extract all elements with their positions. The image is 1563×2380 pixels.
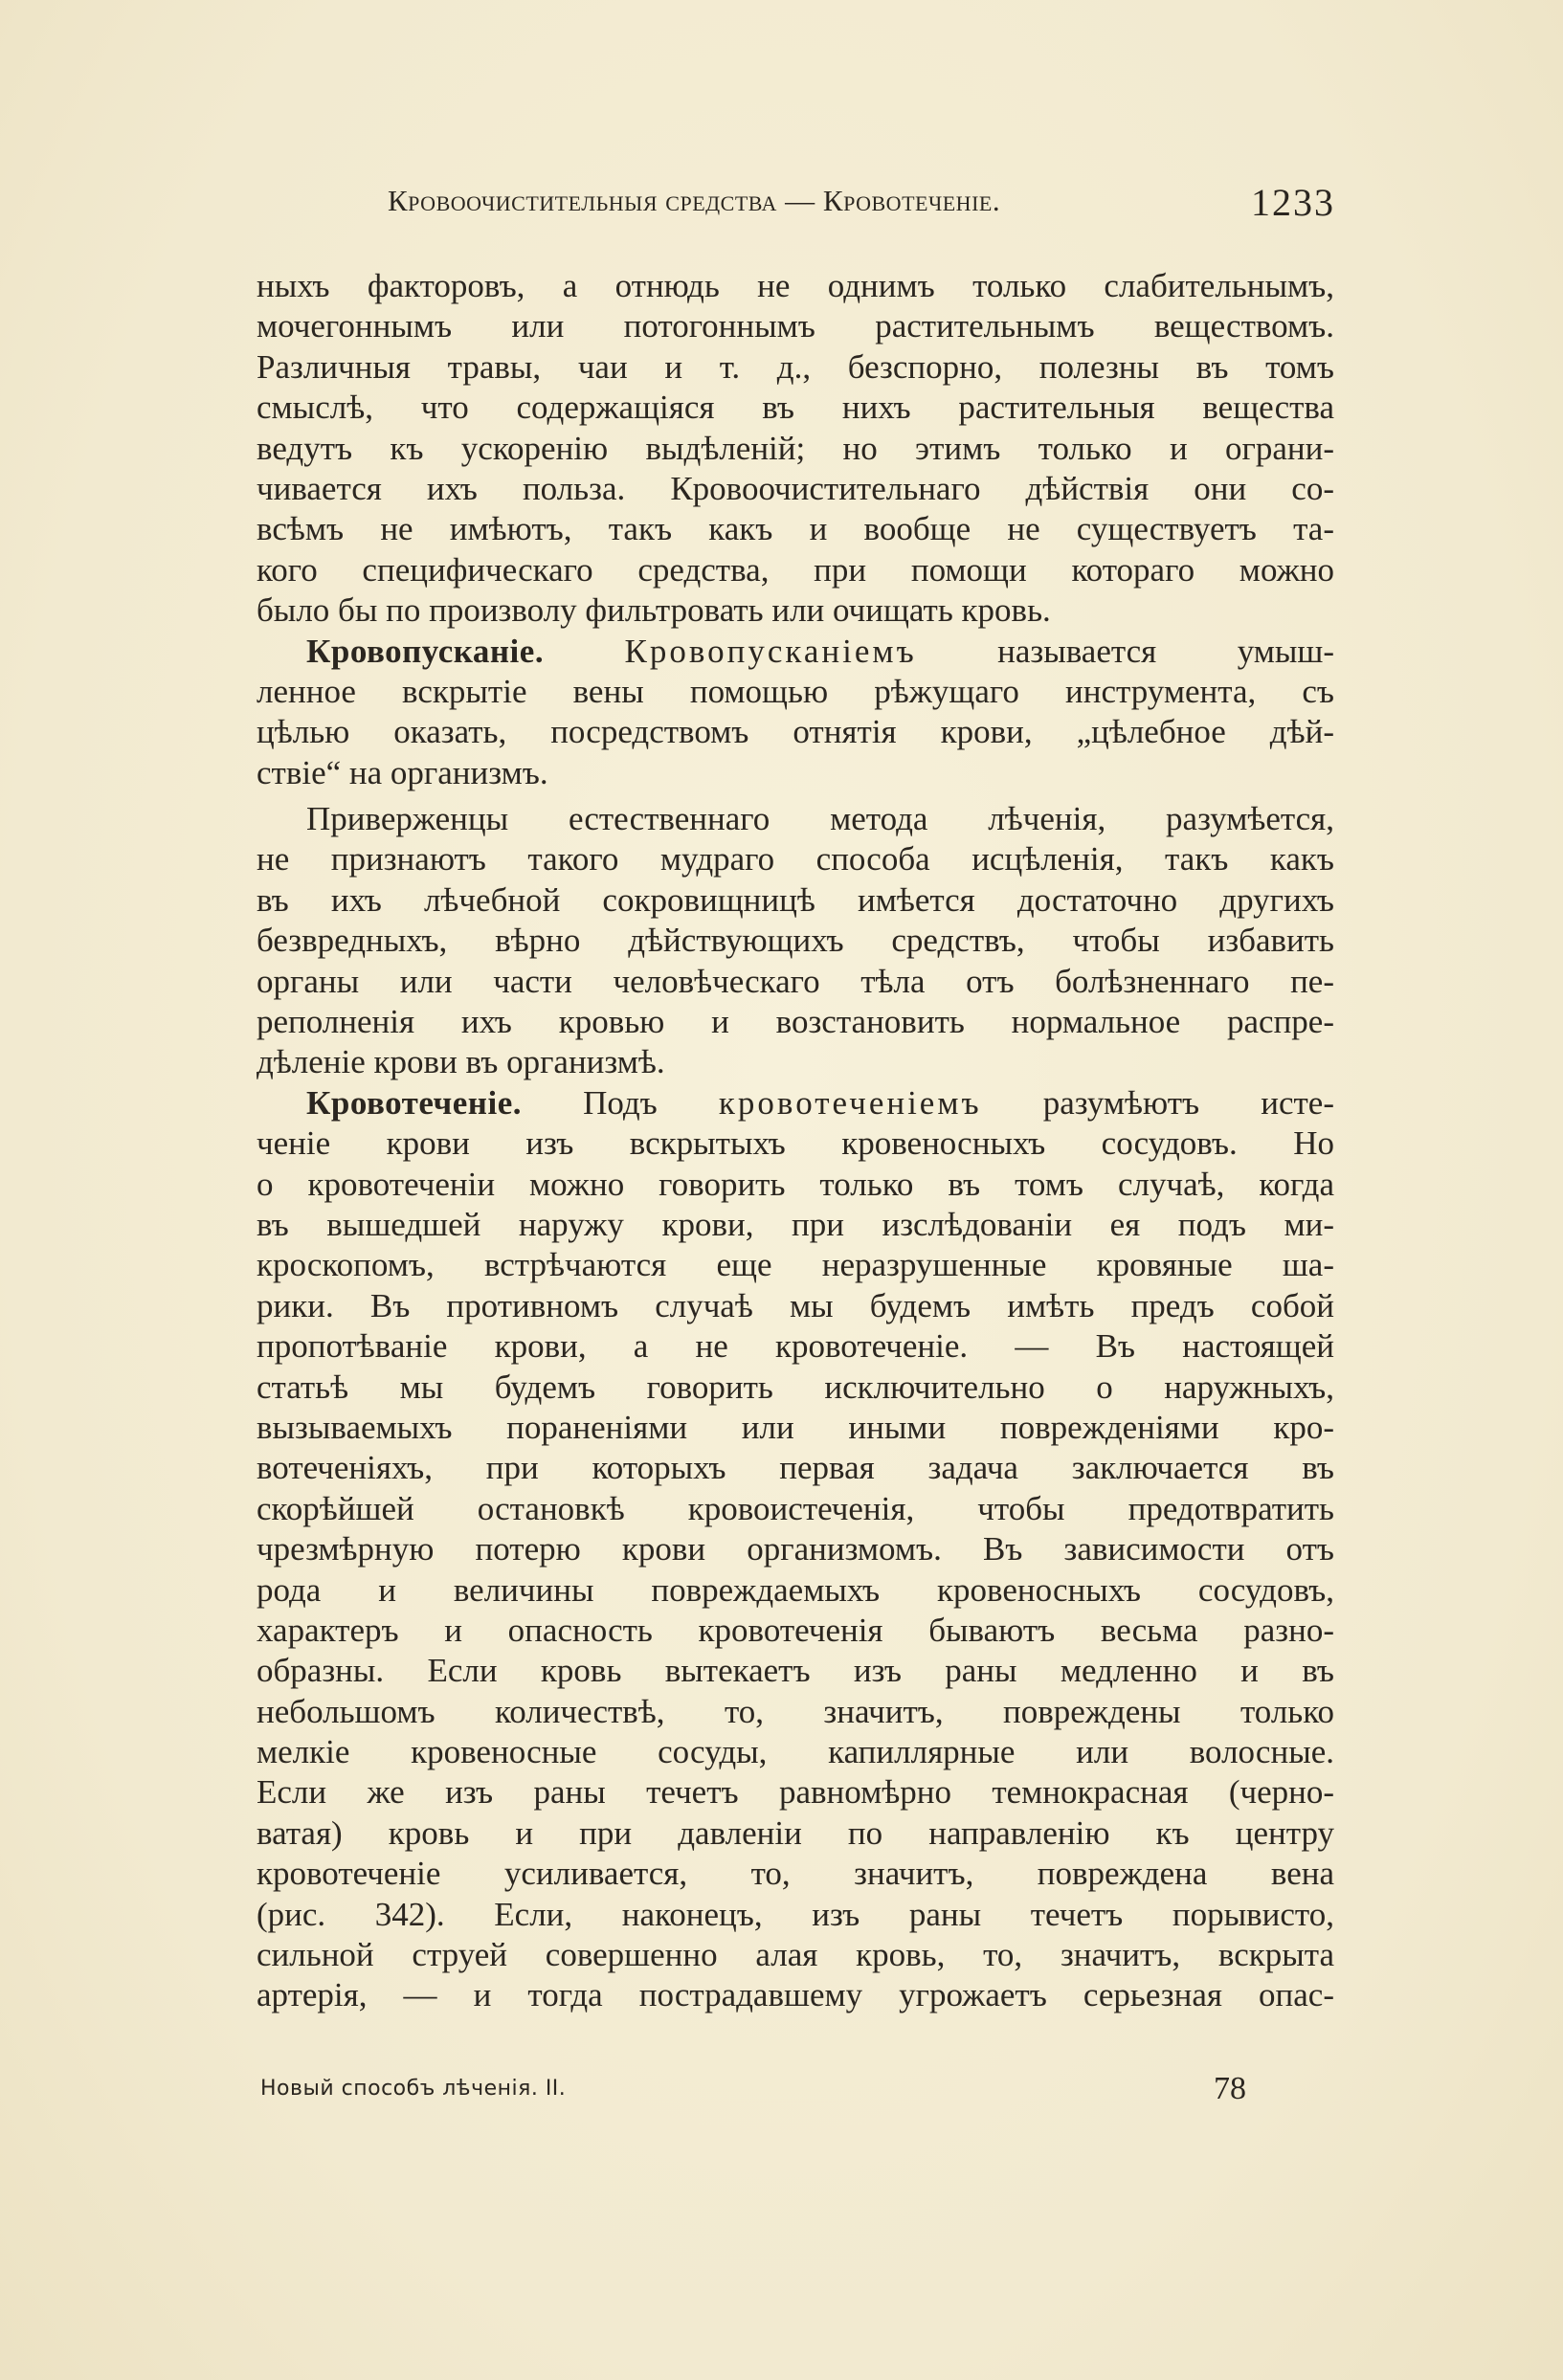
paragraph-natural-method	[257, 799, 1334, 1083]
text-run: разумѣютъ исте-	[1042, 1083, 1334, 1122]
text-line: Приверженцы естественнаго метода лѣченія, разумѣется,	[306, 800, 1334, 838]
text-line	[257, 632, 1334, 672]
text-line: было бы по произволу фильтровать или очищать кровь.	[257, 591, 1051, 630]
text-line: кого специфическаго средства, при помощи котораго можно	[257, 550, 1334, 589]
text-line: характеръ и опасность кровотеченія бываютъ весьма разно-	[257, 1611, 1334, 1649]
text-line: безвредныхъ, вѣрно дѣйствующихъ средствъ, чтобы избавить	[257, 922, 1334, 960]
text-line: ватая) кровь и при давленіи по направленію къ центру	[257, 1813, 1334, 1852]
text-line: ведутъ къ ускоренію выдѣленій; но этимъ только и ограни-	[257, 429, 1334, 467]
body-text	[257, 266, 1334, 2016]
text-line: не признаютъ такого мудраго способа исцѣленія, такъ какъ	[257, 840, 1334, 879]
text-line: чрезмѣрную потерю крови организмомъ. Въ зависимости отъ	[257, 1530, 1334, 1568]
text-line: цѣлью оказать, посредствомъ отнятія крови, „цѣлебное дѣй-	[257, 713, 1334, 751]
text-line: артерія, — и тогда пострадавшему угрожаетъ серьезная опас-	[257, 1976, 1334, 2014]
text-line: смыслѣ, что содержащіяся въ нихъ растительныя вещества	[257, 389, 1334, 427]
paragraph-bloodletting	[257, 632, 1334, 794]
text-line: всѣмъ не имѣютъ, такъ какъ и вообще не существуетъ та-	[257, 510, 1334, 548]
spaced-term: Кровопусканіемъ	[624, 632, 917, 670]
spaced-term: кровотеченіемъ	[718, 1083, 982, 1122]
section-heading: Кровотеченіе.	[306, 1083, 522, 1122]
text-line: ленное вскрытіе вены помощью рѣжущаго инструмента, съ	[257, 672, 1334, 710]
text-line: вызываемыхъ пораненіями или иными поврежденіями кро-	[257, 1408, 1334, 1446]
text-line: о кровотеченіи можно говорить только въ томъ случаѣ, когда	[257, 1165, 1334, 1203]
text-line: сильной струей совершенно алая кровь, то, значитъ, вскрыта	[257, 1936, 1334, 1974]
text-line: небольшомъ количествѣ, то, значитъ, повреждены только	[257, 1692, 1334, 1730]
text-line: вотеченіяхъ, при которыхъ первая задача заключается въ	[257, 1449, 1334, 1487]
text-line: рики. Въ противномъ случаѣ мы будемъ имѣть предъ собой	[257, 1286, 1334, 1324]
text-line: въ вышедшей наружу крови, при изслѣдованіи ея подъ ми-	[257, 1205, 1334, 1243]
text-line: пропотѣваніе крови, а не кровотеченіе. — Въ настоящей	[257, 1327, 1334, 1366]
paragraph-continuation	[257, 266, 1334, 632]
page-number: 1233	[1251, 181, 1335, 224]
text-line: (рис. 342). Если, наконецъ, изъ раны течетъ порывисто,	[257, 1895, 1334, 1933]
text-line: образны. Если кровь вытекаетъ изъ раны медленно и въ	[257, 1652, 1334, 1690]
running-head	[388, 180, 1345, 228]
text-line: рода и величины повреждаемыхъ кровеносныхъ сосудовъ,	[257, 1570, 1334, 1609]
text-line: Различныя травы, чаи и т. д., безспорно, полезны въ томъ	[257, 347, 1334, 386]
text-run: Подъ	[583, 1083, 658, 1122]
text-line: Если же изъ раны течетъ равномѣрно темнокрасная (черно-	[257, 1773, 1334, 1812]
text-line: чивается ихъ польза. Кровоочистительнаго дѣйствія они со-	[257, 469, 1334, 507]
text-line: реполненія ихъ кровью и возстановить нормальное распре-	[257, 1003, 1334, 1041]
text-line: мочегоннымъ или потогоннымъ растительнымъ веществомъ.	[257, 307, 1334, 345]
text-line: статьѣ мы будемъ говорить исключительно о наружныхъ,	[257, 1368, 1334, 1406]
paragraph-bleeding	[257, 1083, 1334, 2016]
section-heading: Кровопусканіе.	[306, 632, 545, 670]
text-line: ченіе крови изъ вскрытыхъ кровеносныхъ сосудовъ. Но	[257, 1124, 1334, 1163]
sheet-number: 78	[1214, 2071, 1246, 2106]
text-line: кровотеченіе усиливается, то, значитъ, повреждена вена	[257, 1855, 1334, 1893]
text-line: скорѣйшей остановкѣ кровоистеченія, чтобы предотвратить	[257, 1489, 1334, 1527]
text-line: мелкіе кровеносные сосуды, капиллярные или волосные.	[257, 1733, 1334, 1771]
text-line: ствіе“ на организмъ.	[257, 753, 548, 791]
text-run: называется умыш-	[997, 632, 1334, 670]
text-line: кроскопомъ, встрѣчаются еще неразрушенные кровяные ша-	[257, 1246, 1334, 1284]
text-line: дѣленіе крови въ организмѣ.	[257, 1043, 665, 1081]
text-line: ныхъ факторовъ, а отнюдь не однимъ только слабительнымъ,	[257, 267, 1334, 304]
running-head-title: Кровоочистительныя средства — Кровотеченіе.	[388, 184, 1001, 217]
text-line	[257, 1083, 1334, 1123]
signature-mark: Новый способъ лѣченія. II.	[260, 2077, 567, 2101]
page-footer	[260, 2071, 1246, 2115]
text-line: въ ихъ лѣчебной сокровищницѣ имѣется достаточно другихъ	[257, 880, 1334, 919]
text-line: органы или части человѣческаго тѣла отъ болѣзненнаго пе-	[257, 962, 1334, 1000]
